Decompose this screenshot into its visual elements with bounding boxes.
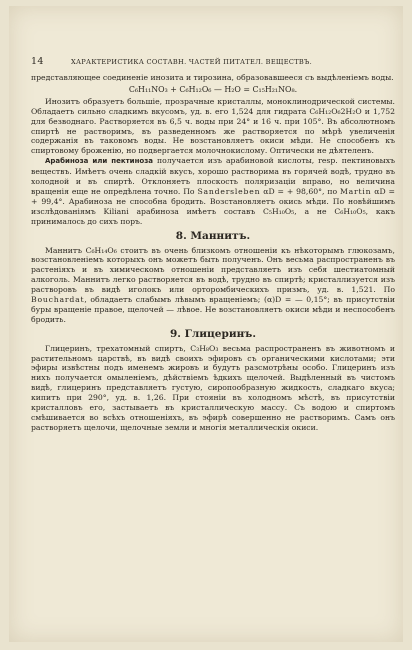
paragraph-arabinose [31,156,395,226]
paragraph-inosite-tyrosine: представляющее соединеніе инозита и тирозина, образовавшееся съ выдѣленіемъ воды. [31,73,394,82]
arabinose-text-2: αD = + 98,60°, по [260,186,340,196]
page-header [31,56,399,70]
mannitol-text-2: , обладаетъ слабымъ лѣвымъ вращеніемъ; (α)D = — 0,15°; въ присутствіи буры вращеніе правое, щелочей — лѣвое. Не возстановляетъ окиси мѣди и неспособенъ бродить. [31,295,395,324]
page-body [31,73,395,433]
author-bouchardat: Bouchardat [31,295,85,305]
paragraph-inosite: Инозитъ образуетъ большіе, прозрачные кристаллы, моноклинодрической системы. Обладаетъ сильно сладкимъ вкусомъ, уд. в. его 1,524 для гидрата C₆H₁₂O₆2H₂O и 1,752 для безводнаго. Растворяется въ 6,5 ч. воды при 24° и 16 ч. при 105°. Въ абсолютномъ спиртѣ не растворимъ, въ разведенномъ же растворяется по мѣрѣ увеличенія содержанія въ таковомъ воды. Не возстановляетъ окиси мѣди. Не способенъ къ спиртовому броженію, но подвергается молочнокислому. Оптически не дѣятеленъ. [31,96,395,156]
arabinose-lead: Арабиноза или пектиноза [45,157,154,166]
arabinose-text-1: получается изъ арабиновой кислоты, resp. пектиновыхъ веществъ. Имѣетъ очень сладкій вкусъ, хорошо растворима въ горячей водѣ, трудно въ холодной и въ спиртѣ. Отклоняетъ плоскость поляризаціи вправо, но величина вращенія еще не опредѣлена точно. По [31,156,395,196]
mannitol-text-1: Маннитъ C₆H₁₄O₆ стоитъ въ очень близкомъ отношеніи къ нѣкоторымъ глюкозамъ, возстановленіемъ которыхъ онъ можетъ быть полученъ. Онъ весьма распространенъ въ растеніяхъ и въ химическомъ отношеніи представляетъ изъ себя шестиатомный алкоголь. Маннитъ легко растворяется въ водѣ, трудно въ спиртѣ; кристаллизуется изъ растворовъ въ видѣ иголокъ или орторомбическихъ призмъ, уд. в. 1,521. По [31,245,395,295]
arabinose-text-3: αD = + 99,4°. Арабиноза не способна бродить. Возстановляетъ окись мѣди. По новѣйшимъ изслѣдованіямъ Kiliani арабиноза имѣетъ составъ C₅H₁₀O₅, а не C₆H₁₀O₅, какъ принималось до сихъ поръ. [31,186,395,226]
section-heading-mannitol: 8. Маннитъ. [175,229,251,242]
book-page [9,6,403,642]
running-title: ХАРАКТЕРИСТИКА СОСТАВН. ЧАСТЕЙ ПИТАТЕЛ. ВЕЩЕСТВЪ. [71,58,312,66]
chemical-formula: C₆H₁₁NO₃ + C₆H₁₂O₆ — H₂O = C₁₅H₂₁NO₈. [128,84,298,94]
author-sandersleben: Sandersleben [197,186,261,196]
author-martin: Martin [339,186,372,196]
section-heading-glycerin: 9. Глицеринъ. [169,327,257,340]
page-number: 14 [31,56,44,67]
paragraph-mannitol [31,246,395,325]
paragraph-glycerin: Глицеринъ, трехатомный спиртъ, C₃H₈O₃ весьма распространенъ въ животномъ и растительномъ царствѣ, въ видѣ своихъ эфировъ съ органическими кислотами; эти эфиры извѣстны подъ именемъ жировъ и будутъ разсмотрѣны особо. Глицеринъ изъ нихъ получается омыленіемъ, дѣйствіемъ ѣдкихъ щелочей. Выдѣленный въ чистомъ видѣ, глицеринъ представляетъ густую, сиропообразную жидкость, сладкаго вкуса; кипитъ при 290°, уд. в. 1,26. При стояніи въ холодномъ мѣстѣ, въ присутствіи кристалловъ его, застываетъ въ кристаллическую массу. Съ водою и спиртомъ смѣшивается во всѣхъ отношеніяхъ, въ эфирѣ совершенно не растворимъ. Самъ онъ растворяетъ щелочи, щелочные земли и многія металлическія окиси. [31,343,395,432]
